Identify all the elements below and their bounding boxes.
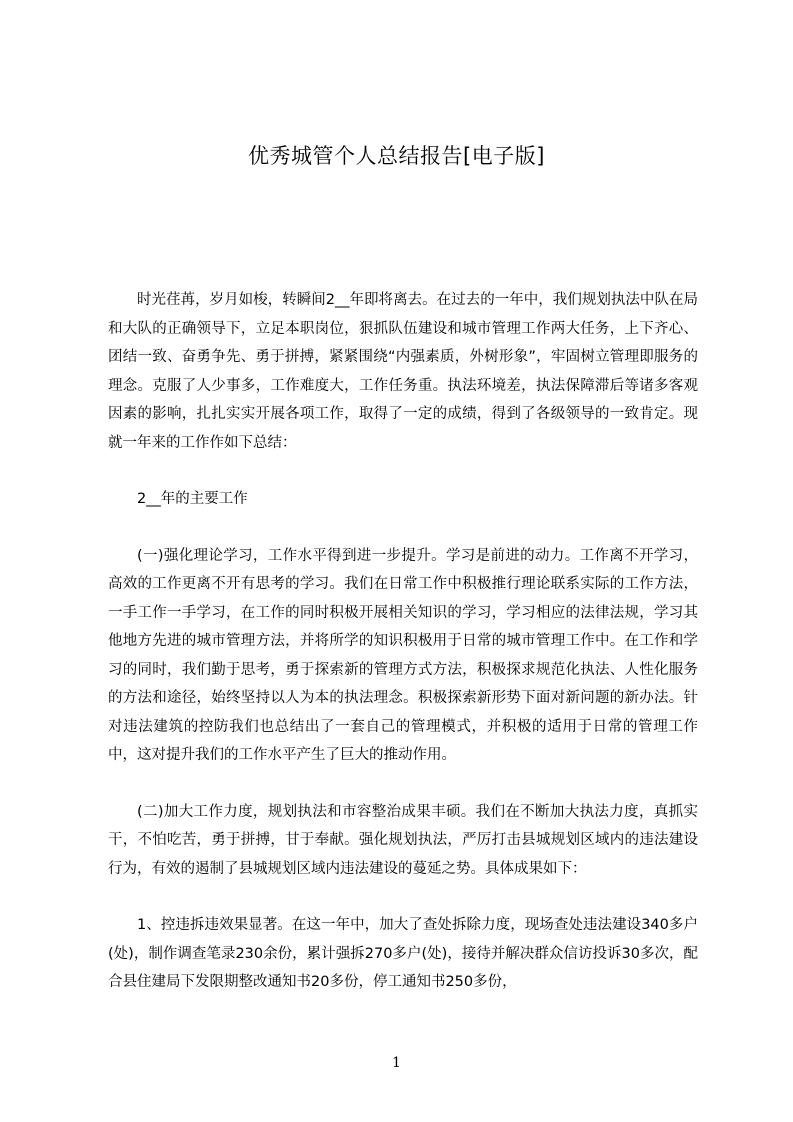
- document-body: [108, 286, 698, 1025]
- page-number: 1: [392, 1055, 401, 1071]
- section-1-paragraph: (一)强化理论学习，工作水平得到进一步提升。学习是前进的动力。工作离不开学习，高效的工作更离不开有思考的学习。我们在日常工作中积极推行理论联系实际的工作方法，一手工作一手学习，在工作的同时积极开展相关知识的学习，学习相应的法律法规，学习其他地方先进的城市管理方法，并将所学的知识积极用于日常的城市管理工作中。在工作和学习的同时，我们勤于思考，勇于探索新的管理方式方法，积极探求规范化执法、人性化服务的方法和途径，始终坚持以人为本的执法理念。积极探索新形势下面对新问题的新办法。针对违法建筑的控防我们也总结出了一套自己的管理模式，并积极的适用于日常的管理工作中，这对提升我们的工作水平产生了巨大的推动作用。: [108, 547, 698, 763]
- intro-paragraph: 时光荏苒，岁月如梭，转瞬间2__年即将离去。在过去的一年中，我们规划执法中队在局和大队的正确领导下，立足本职岗位，狠抓队伍建设和城市管理工作两大任务，上下齐心、团结一致、奋勇争先、勇于拼搏，紧紧围绕“内强素质，外树形象”，牢固树立管理即服务的理念。克服了人少事多，工作难度大，工作任务重。执法环境差，执法保障滞后等诸多客观因素的影响，扎扎实实开展各项工作，取得了一定的成绩，得到了各级领导的一致肯定。现就一年来的工作作如下总结：: [108, 292, 698, 451]
- section-heading: 2__年的主要工作: [137, 491, 248, 507]
- document-title: 优秀城管个人总结报告[电子版]: [248, 144, 545, 168]
- item-1-paragraph: 1、控违拆违效果显著。在这一年中，加大了查处拆除力度，现场查处违法建设340多户(处)，制作调查笔录230余份，累计强拆270多户(处)，接待并解决群众信访投诉30多次，配合县住建局下发限期整改通知书20多份，停工通知书250多份，: [108, 917, 698, 990]
- section-2-paragraph: (二)加大工作力度，规划执法和市容整治成果丰硕。我们在不断加大执法力度，真抓实干，不怕吃苦，勇于拼搏，甘于奉献。强化规划执法，严厉打击县城规划区域内的违法建设行为，有效的遏制了县城规划区域内违法建设的蔓延之势。具体成果如下：: [108, 803, 698, 877]
